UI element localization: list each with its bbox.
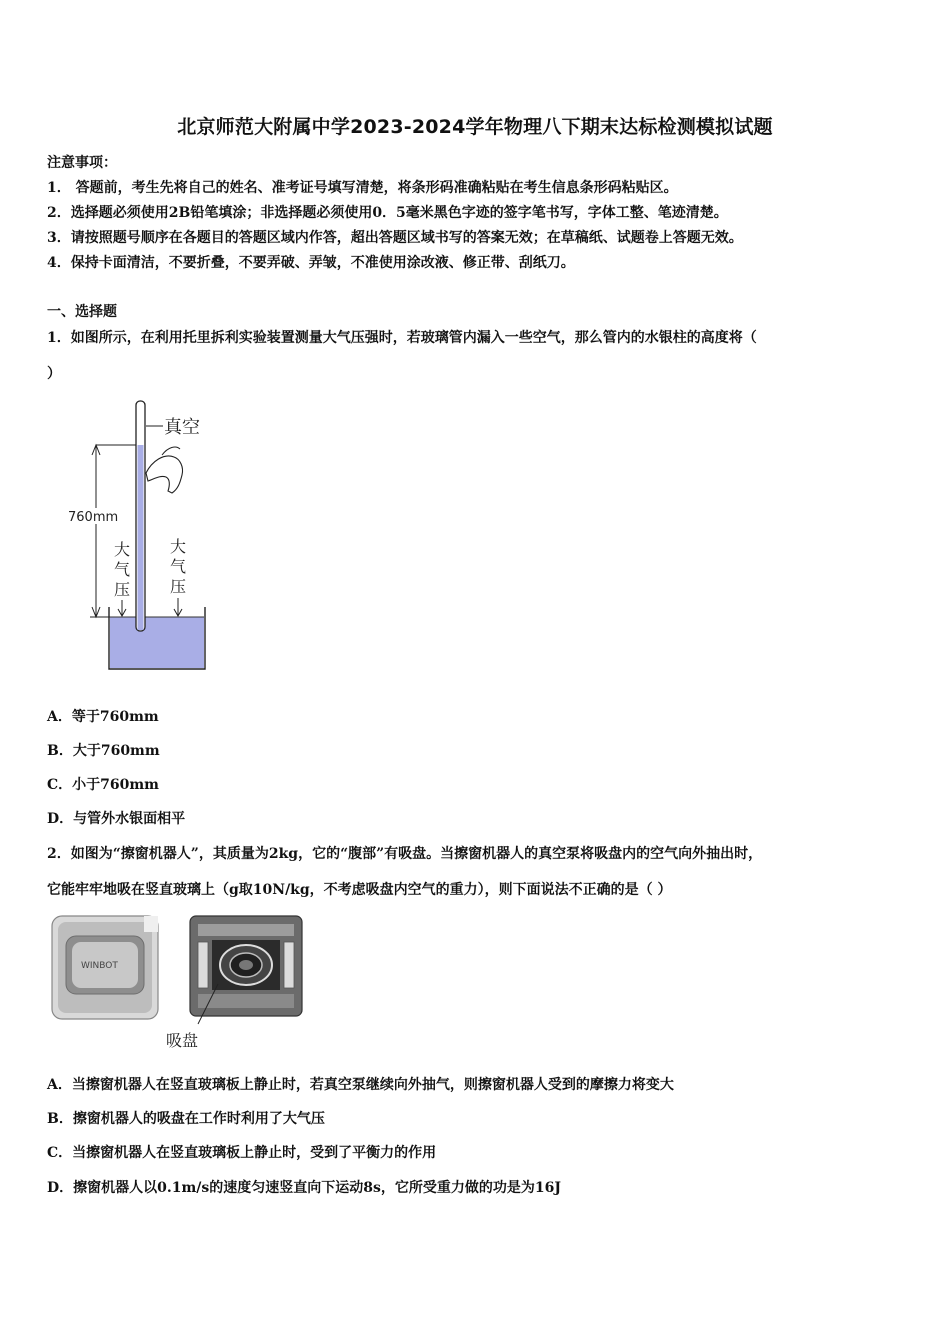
left-pressure-char-3: 压 xyxy=(114,580,131,599)
q1-option-a: A．等于760mm xyxy=(47,709,159,725)
left-pressure-char-1: 大 xyxy=(114,540,131,559)
q2-option-d: D．擦窗机器人以0.1m/s的速度匀速竖直向下运动8s，它所受重力做的功是为16J xyxy=(47,1180,562,1196)
q1-option-d: D．与管外水银面相平 xyxy=(47,811,186,827)
right-pressure-char-3: 压 xyxy=(170,577,187,596)
notice-item-2: 2．选择题必须使用2B铅笔填涂；非选择题必须使用0．5毫米黑色字迹的签字笔书写，字体工整、笔迹清楚。 xyxy=(47,205,728,221)
section-heading: 一、选择题 xyxy=(47,304,117,320)
window-robot-figure xyxy=(48,912,308,1052)
q1-stem-line1: 1．如图所示，在利用托里拆利实验装置测量大气压强时，若玻璃管内漏入一些空气，那么管内的水银柱的高度将（ xyxy=(47,330,757,346)
vacuum-label: 真空 xyxy=(164,417,200,438)
q1-stem-line2: ） xyxy=(47,366,61,382)
notice-heading: 注意事项： xyxy=(47,155,117,171)
q2-option-a: A．当擦窗机器人在竖直玻璃板上静止时，若真空泵继续向外抽气，则擦窗机器人受到的摩擦力将变大 xyxy=(47,1077,674,1093)
robot-right-track xyxy=(284,942,294,988)
q1-option-c: C．小于760mm xyxy=(47,777,159,793)
robot-underside-top-strip xyxy=(198,924,294,936)
hand-finger-line xyxy=(162,447,180,455)
hand-icon xyxy=(146,456,183,493)
page-title: 北京师范大附属中学2023-2024学年物理八下期末达标检测模拟试题 xyxy=(177,116,773,138)
q2-stem-line2: 它能牢牢地吸在竖直玻璃上（g取10N/kg，不考虑吸盘内空气的重力），则下面说法不正确的是（ ） xyxy=(47,882,672,898)
torricelli-apparatus-figure xyxy=(60,395,220,675)
robot-brand-logo: WINBOT xyxy=(81,961,118,971)
robot-front-corner xyxy=(144,916,158,932)
q2-stem-line1: 2．如图为“擦窗机器人”，其质量为2kg，它的“腹部”有吸盘。当擦窗机器人的真空泵将吸盘内的空气向外抽出时， xyxy=(47,846,763,862)
q2-option-b: B．擦窗机器人的吸盘在工作时利用了大气压 xyxy=(47,1111,325,1127)
tube-mercury-column xyxy=(138,445,144,630)
height-label: 760mm xyxy=(68,510,119,525)
suction-cup-center xyxy=(239,960,253,970)
notice-item-1: 1． 答题前，考生先将自己的姓名、准考证号填写清楚，将条形码准确粘贴在考生信息条形码粘贴区。 xyxy=(47,180,678,196)
right-pressure-char-2: 气 xyxy=(170,557,187,576)
suction-label: 吸盘 xyxy=(166,1031,199,1050)
left-pressure-char-2: 气 xyxy=(114,560,131,579)
notice-item-4: 4．保持卡面清洁，不要折叠，不要弄破、弄皱，不准使用涂改液、修正带、刮纸刀。 xyxy=(47,255,575,271)
robot-left-track xyxy=(198,942,208,988)
notice-item-3: 3．请按照题号顺序在各题目的答题区域内作答，超出答题区域书写的答案无效；在草稿纸、试题卷上答题无效。 xyxy=(47,230,743,246)
basin-mercury xyxy=(110,617,204,668)
right-pressure-char-1: 大 xyxy=(170,537,187,556)
q2-option-c: C．当擦窗机器人在竖直玻璃板上静止时，受到了平衡力的作用 xyxy=(47,1145,437,1161)
q1-option-b: B．大于760mm xyxy=(47,743,160,759)
